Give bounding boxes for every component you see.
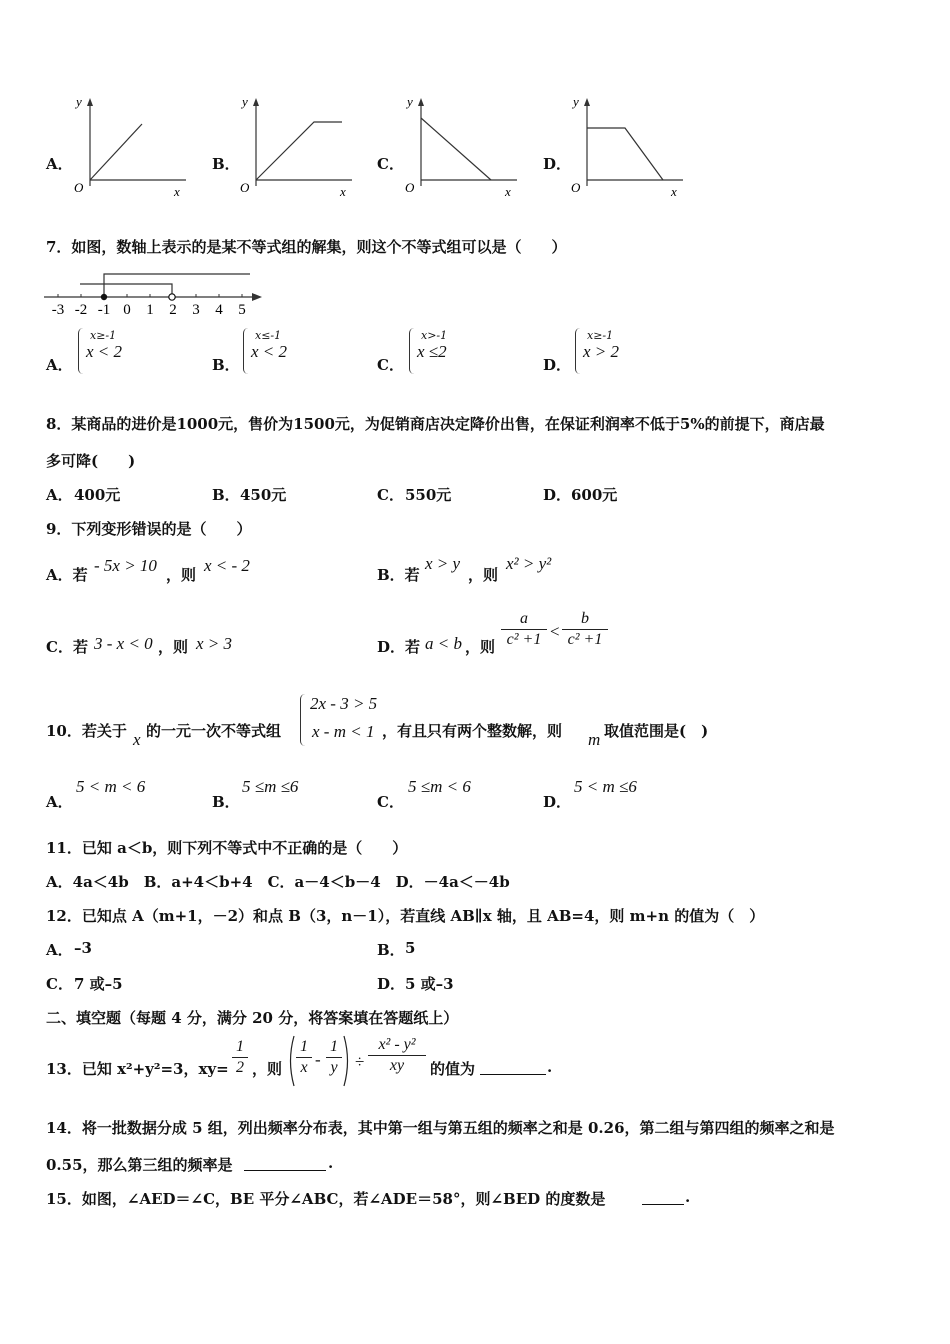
graph-a [68, 94, 188, 198]
q8-option-d-label: D． [543, 486, 572, 504]
range-bracket-open [80, 284, 172, 297]
q10-option-b-label: B． [212, 793, 240, 811]
q10-middle: 的一元一次不等式组 [146, 722, 282, 740]
y-arrow-icon [253, 98, 259, 106]
q10-suffix2: 取值范围是( ) [604, 722, 709, 740]
q12-option-a-label: A． [46, 941, 73, 959]
q9-c-label: C．若 [46, 638, 88, 656]
q13-mid: ，则 [252, 1060, 283, 1078]
q13-fraction-main: x² - y² xy [368, 1036, 426, 1075]
q9-b-label: B．若 [377, 566, 420, 584]
q15-text: 15．如图，∠AED＝∠C，BE 平分∠ABC，若∠ADE＝58°，则∠BED 的度数是 [46, 1190, 606, 1208]
q8-line2: 多可降( ) [46, 452, 136, 470]
q9-a-math1: - 5x > 10 [94, 556, 157, 575]
q9-d-fraction-1: a c² +1 [501, 610, 547, 649]
q7-c-bottom: x ≤2 [417, 342, 447, 361]
q13-fraction-1-over-x: 1 x [296, 1038, 312, 1077]
q7-text: 7．如图，数轴上表示的是某不等式组的解集，则这个不等式组可以是（ ） [46, 238, 567, 256]
tick-label: 4 [215, 302, 223, 318]
right-paren-icon [342, 1034, 352, 1088]
q9-c-math2: x > 3 [196, 634, 233, 653]
graph-c [399, 94, 519, 198]
q13-answer-blank [480, 1058, 546, 1079]
q10-option-b-text: 5 ≤m ≤6 [242, 777, 299, 796]
q10-system-bottom: x - m < 1 [312, 722, 375, 741]
q9-b-math2: x² > y² [506, 554, 552, 573]
q13-divide: ÷ [355, 1052, 365, 1071]
tick-label: 2 [169, 302, 177, 318]
q13-minus: - [315, 1050, 321, 1069]
q7-option-b-label: B． [212, 356, 240, 374]
q7-option-a-label: A． [46, 356, 73, 374]
y-arrow-icon [87, 98, 93, 106]
q8-option-b-label: B． [212, 486, 240, 504]
tick-label: -1 [97, 302, 111, 318]
q10-prefix: 10．若关于 [46, 722, 127, 740]
q15-end: . [685, 1188, 691, 1206]
tick-label: 0 [123, 302, 131, 318]
q7-option-d-label: D． [543, 356, 572, 374]
graph-option-a-label: A． [46, 155, 73, 173]
origin-label: O [571, 180, 581, 195]
graph-d [565, 94, 685, 198]
q7-b-bottom: x < 2 [251, 342, 288, 361]
origin-label: O [240, 180, 250, 195]
q13-end: . [547, 1058, 553, 1076]
q10-var-x: x [133, 730, 141, 749]
graph-line [587, 128, 663, 180]
q7-b-top: x≤-1 [255, 329, 282, 342]
brace-icon [409, 328, 416, 374]
q7-d-top: x≥-1 [587, 329, 614, 342]
q9-a-label: A．若 [46, 566, 88, 584]
left-paren-icon [286, 1034, 296, 1088]
open-point [169, 294, 175, 300]
q7-number-line [44, 262, 274, 320]
q10-option-c-text: 5 ≤m < 6 [408, 777, 471, 796]
q14-line2: 0.55，那么第三组的频率是 [46, 1156, 233, 1174]
graph-line [256, 122, 342, 180]
q9-d-label: D．若 [377, 638, 421, 656]
y-label: y [242, 94, 248, 109]
q8-option-c-text: 550元 [405, 486, 452, 504]
q12-option-b-label: B． [377, 941, 405, 959]
q12-option-c-text: 7 或–5 [74, 975, 123, 993]
q9-b-math1: x > y [425, 554, 461, 573]
q10-suffix1: ，有且只有两个整数解，则 [382, 722, 563, 740]
x-label: x [671, 184, 677, 198]
q7-a-bottom: x < 2 [86, 342, 123, 361]
q12-option-b-text: 5 [405, 939, 416, 957]
q12-option-c-label: C． [46, 975, 73, 993]
graph-option-c-label: C． [377, 155, 404, 173]
q14-line1: 14．将一批数据分成 5 组，列出频率分布表，其中第一组与第五组的频率之和是 0.26，第二组与第四组的频率之和是 [46, 1119, 835, 1137]
q10-option-c-label: C． [377, 793, 404, 811]
y-label: y [76, 94, 82, 109]
q9-d-mid: ，则 [465, 638, 496, 656]
q9-text: 9．下列变形错误的是（ ） [46, 520, 252, 538]
q14-answer-blank [244, 1154, 326, 1175]
q13-fraction-1-over-y: 1 y [326, 1038, 342, 1077]
q9-a-mid: ，则 [166, 566, 197, 584]
y-arrow-icon [418, 98, 424, 106]
q9-c-math1: 3 - x < 0 [94, 634, 153, 653]
q14-end: . [328, 1154, 334, 1172]
q8-option-c-label: C． [377, 486, 404, 504]
q12-option-a-text: –3 [74, 939, 92, 957]
brace-icon [243, 328, 250, 374]
q7-a-top: x≥-1 [90, 329, 117, 342]
q8-option-a-label: A． [46, 486, 73, 504]
graph-option-d-label: D． [543, 155, 572, 173]
tick-label: -2 [74, 302, 88, 318]
graph-line [421, 118, 491, 180]
q8-option-b-text: 450元 [240, 486, 287, 504]
q11-options: A．4a＜4b B．a+4＜b+4 C．a－4＜b－4 D．－4a＜－4b [46, 873, 510, 891]
graph-option-b-label: B． [212, 155, 240, 173]
tick-label: -3 [51, 302, 65, 318]
q8-option-d-text: 600元 [571, 486, 618, 504]
axis-arrow-icon [252, 293, 262, 301]
x-label: x [505, 184, 511, 198]
tick-label: 5 [238, 302, 246, 318]
graph-line [90, 124, 142, 180]
q12-option-d-text: 5 或–3 [405, 975, 454, 993]
origin-label: O [405, 180, 415, 195]
q8-option-a-text: 400元 [74, 486, 121, 504]
q7-option-c-label: C． [377, 356, 404, 374]
q12-text: 12．已知点 A（m+1，－2）和点 B（3，n－1），若直线 AB∥x 轴，且 AB=4，则 m+n 的值为（ ） [46, 907, 765, 925]
q9-d-relation: < [550, 622, 560, 641]
q10-option-a-label: A． [46, 793, 73, 811]
q15-answer-blank [642, 1188, 684, 1209]
q9-a-math2: x < - 2 [204, 556, 250, 575]
y-arrow-icon [584, 98, 590, 106]
closed-point [101, 294, 107, 300]
q13-suffix: 的值为 [430, 1060, 476, 1078]
q10-option-a-text: 5 < m < 6 [76, 777, 146, 796]
q13-half-fraction: 1 2 [232, 1038, 248, 1077]
y-label: y [407, 94, 413, 109]
q9-c-mid: ，则 [158, 638, 189, 656]
q10-system-top: 2x - 3 > 5 [310, 694, 378, 713]
q13-prefix: 13．已知 x²+y²=3，xy= [46, 1060, 229, 1078]
brace-icon [78, 328, 85, 374]
q11-text: 11．已知 a＜b，则下列不等式中不正确的是（ ） [46, 839, 408, 857]
section-2-heading: 二、填空题（每题 4 分，满分 20 分，将答案填在答题纸上） [46, 1009, 459, 1027]
q12-option-d-label: D． [377, 975, 406, 993]
q7-d-bottom: x > 2 [583, 342, 620, 361]
q9-b-mid: ，则 [468, 566, 499, 584]
brace-icon [300, 694, 307, 746]
q10-option-d-text: 5 < m ≤6 [574, 777, 637, 796]
y-label: y [573, 94, 579, 109]
brace-icon [575, 328, 582, 374]
q9-d-math1: a < b [425, 634, 462, 653]
q9-d-fraction-2: b c² +1 [562, 610, 608, 649]
q10-var-m: m [588, 730, 601, 749]
q10-option-d-label: D． [543, 793, 572, 811]
range-bracket-closed [104, 274, 250, 297]
x-label: x [340, 184, 346, 198]
q7-c-top: x>-1 [421, 329, 448, 342]
origin-label: O [74, 180, 84, 195]
tick-label: 1 [146, 302, 154, 318]
tick-label: 3 [192, 302, 200, 318]
x-label: x [174, 184, 180, 198]
graph-b [234, 94, 354, 198]
q8-line1: 8．某商品的进价是1000元，售价为1500元，为促销商店决定降价出售，在保证利润率不低于5%的前提下，商店最 [46, 415, 825, 433]
